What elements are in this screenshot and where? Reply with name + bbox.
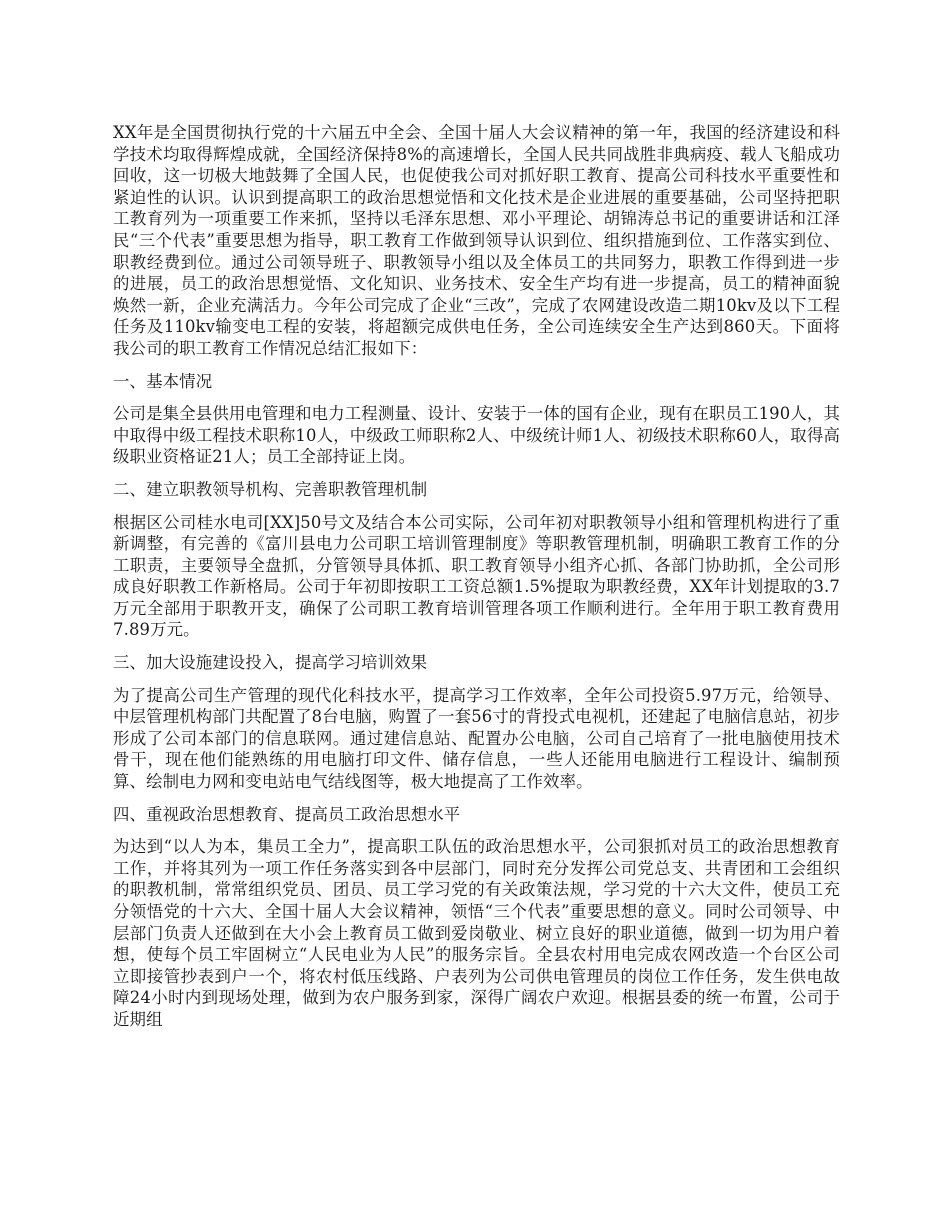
section-3-heading: 三、加大设施建设投入，提高学习培训效果 [113,653,428,673]
section-3-paragraph: 为了提高公司生产管理的现代化科技水平，提高学习工作效率，全年公司投资5.97万元，给领导、中层管理机构部门共配置了8台电脑，购置了一套56寸的背投式电视机，还建起了电脑信息站，初步形成了公司本部门的信息联网。通过建信息站、配置办公电脑，公司自己培育了一批电脑使用技术骨干，现在他们能熟练的用电脑打印文件、储存信息，一些人还能用电脑进行工程设计、编制预算、绘制电力网和变电站电气结线图等，极大地提高了工作效率。 [113,685,840,792]
section-1-heading: 一、基本情况 [113,371,213,391]
section-2-heading: 二、建立职教领导机构、完善职教管理机制 [113,479,428,499]
section-4-paragraph: 为达到“以人为本，集员工全力”，提高职工队伍的政治思想水平，公司狠抓对员工的政治思想教育工作，并将其列为一项工作任务落实到各中层部门，同时充分发挥公司党总支、共青团和工会组织的职教机制，常常组织党员、团员、员工学习党的有关政策法规，学习党的十六大文件，使员工充分领悟党的十六大、全国十届人大会议精神，领悟“三个代表”重要思想的意义。同时公司领导、中层部门负责人还做到在大小会上教育员工做到爱岗敬业、树立良好的职业道德，做到一切为用户着想，使每个员工牢固树立“人民电业为人民”的服务宗旨。全县农村用电完成农网改造一个台区公司立即接管抄表到户一个，将农村低压线路、户表列为公司供电管理员的岗位工作任务，发生供电故障24小时内到现场处理，做到为农户服务到家，深得广阔农户欢迎。根据县委的统一布置，公司于近期组 [113,837,840,1029]
section-4-heading: 四、重视政治思想教育、提高员工政治思想水平 [113,804,461,824]
section-1-paragraph: 公司是集全县供用电管理和电力工程测量、设计、安装于一体的国有企业，现有在职员工190人，其中取得中级工程技术职称10人，中级政工师职称2人、中级统计师1人、初级技术职称60人，取得高级职业资格证21人；员工全部持证上岗。 [113,404,840,467]
section-2-paragraph: 根据区公司桂水电司[XX]50号文及结合本公司实际，公司年初对职教领导小组和管理机构进行了重新调整，有完善的《富川县电力公司职工培训管理制度》等职教管理机制，明确职工教育工作的分工职责，主要领导全盘抓，分管领导具体抓、职工教育领导小组齐心抓、各部门协助抓，全公司形成良好职教工作新格局。公司于年初即按职工工资总额1.5%提取为职教经费，XX年计划提取的3.7万元全部用于职教开支，确保了公司职工教育培训管理各项工作顺利进行。全年用于职工教育费用7.89万元。 [113,512,840,640]
intro-paragraph: XX年是全国贯彻执行党的十六届五中全会、全国十届人大会议精神的第一年，我国的经济建设和科学技术均取得辉煌成就，全国经济保持8%的高速增长，全国人民共同战胜非典病疫、载人飞船成功回收，这一切极大地鼓舞了全国人民，也促使我公司对抓好职工教育、提高公司科技水平重要性和紧迫性的认识。认识到提高职工的政治思想觉悟和文化技术是企业进展的重要基础，公司坚持把职工教育列为一项重要工作来抓，坚持以毛泽东思想、邓小平理论、胡锦涛总书记的重要讲话和江泽民“三个代表”重要思想为指导，职工教育工作做到领导认识到位、组织措施到位、工作落实到位、职教经费到位。通过公司领导班子、职教领导小组以及全体员工的共同努力，职教工作得到进一步的进展，员工的政治思想觉悟、文化知识、业务技术、安全生产均有进一步提高，员工的精神面貌焕然一新，企业充满活力。今年公司完成了企业“三改”，完成了农网建设改造二期10kv及以下工程任务及110kv输变电工程的安装，将超额完成供电任务，全公司连续安全生产达到860天。下面将我公司的职工教育工作情况总结汇报如下： [113,123,840,358]
document-page [113,122,840,1042]
